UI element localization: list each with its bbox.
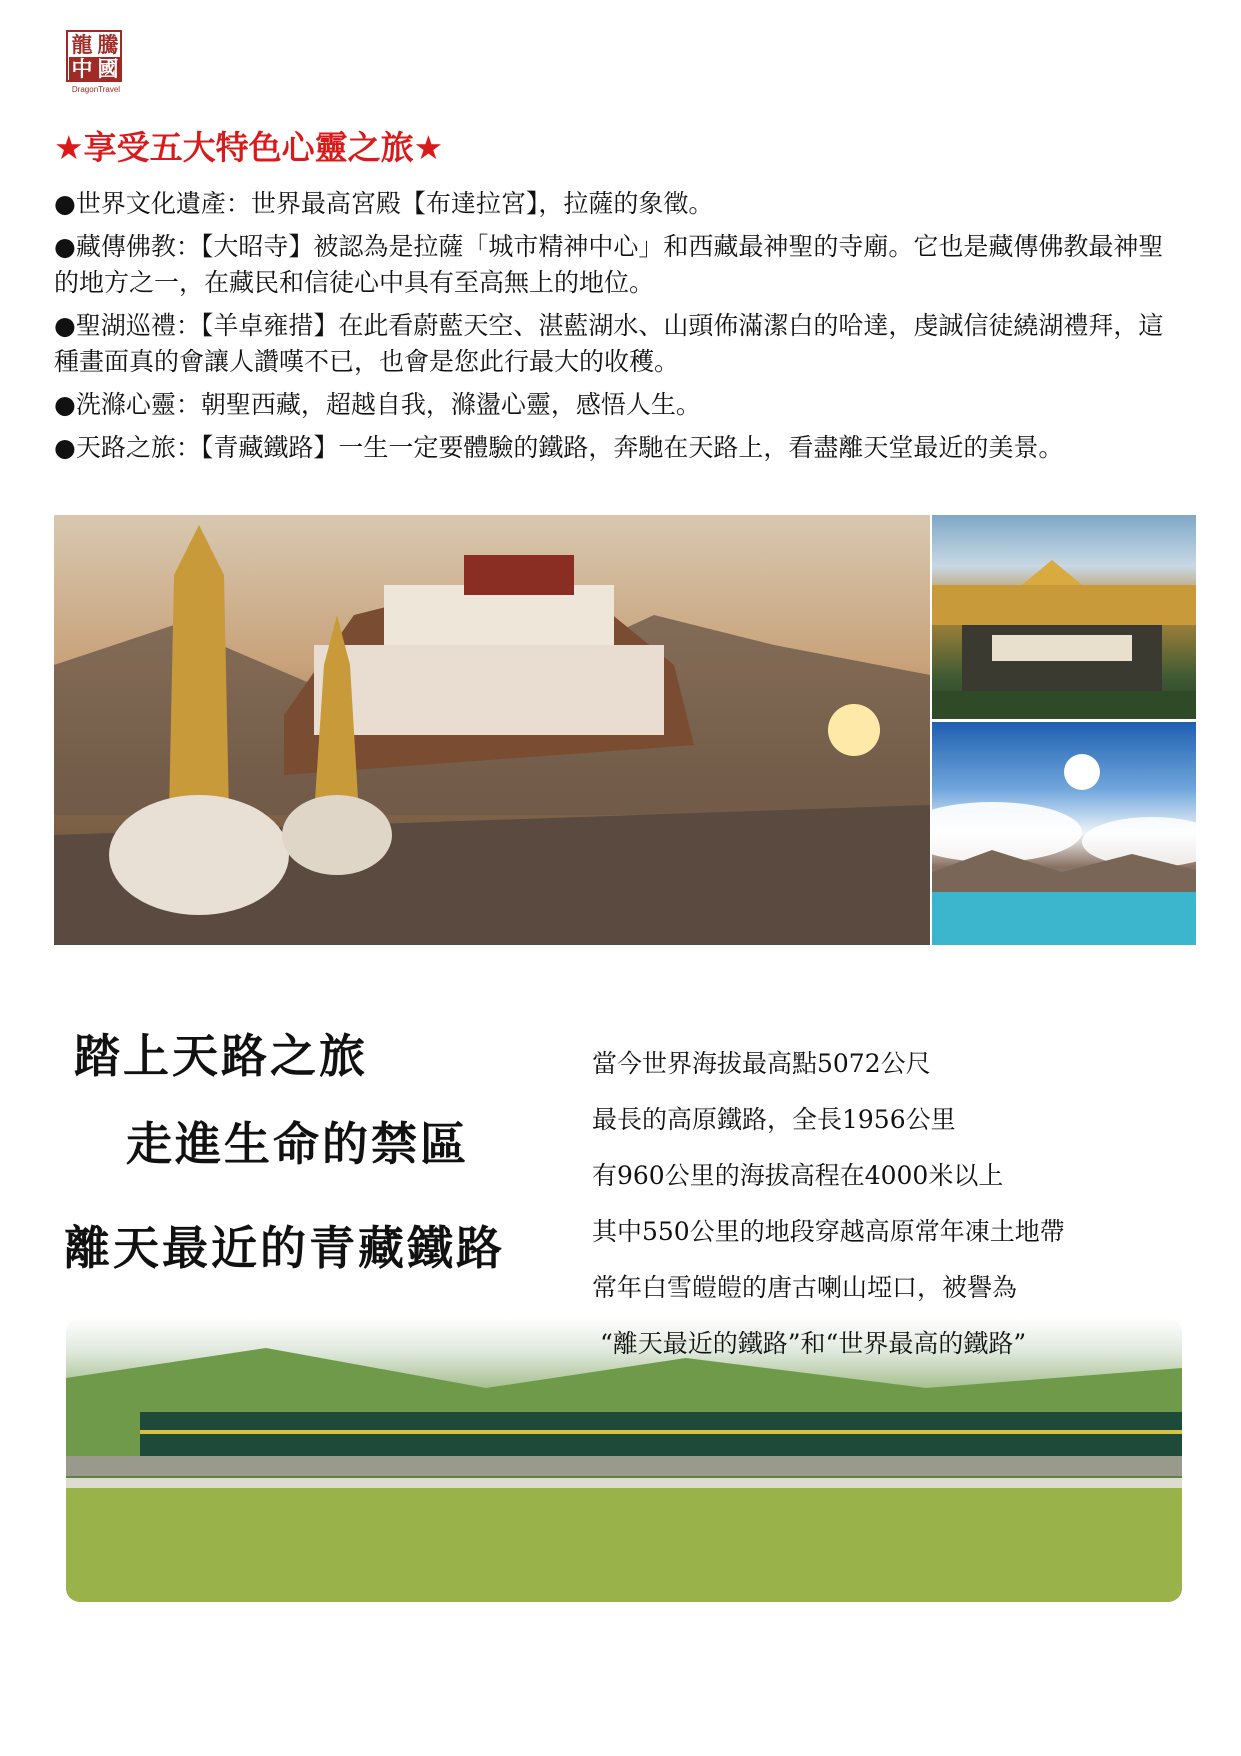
potala-illustration — [54, 515, 930, 945]
logo-seal — [66, 30, 122, 82]
jokhang-illustration — [932, 515, 1196, 719]
logo-char: 騰 — [97, 32, 119, 57]
logo-char: 國 — [95, 57, 121, 81]
fact-line: “離天最近的鐵路”和“世界最高的鐵路” — [600, 1329, 1027, 1358]
page-heading: ★享受五大特色心靈之旅★ — [54, 128, 444, 167]
fact-line: 其中550公里的地段穿越高原常年凍土地帶 — [592, 1217, 1065, 1246]
tagline: 走進生命的禁區 — [126, 1117, 469, 1171]
logo-subtitle: DragonTravel — [71, 85, 121, 94]
tagline: 踏上天路之旅 — [74, 1029, 368, 1083]
lake-illustration — [932, 722, 1196, 945]
feature-item: ●世界文化遺產：世界最高宮殿【布達拉宮】，拉薩的象徵。 — [54, 189, 714, 218]
feature-item: ●天路之旅：【青藏鐵路】一生一定要體驗的鐵路，奔馳在天路上，看盡離天堂最近的美景。 — [54, 433, 1064, 462]
feature-list — [54, 186, 1174, 473]
logo-char: 中 — [69, 57, 95, 81]
jokhang-temple-photo — [932, 515, 1196, 719]
dragon-travel-logo — [66, 30, 126, 102]
tagline: 離天最近的青藏鐵路 — [64, 1221, 505, 1275]
fact-line: 當今世界海拔最高點5072公尺 — [592, 1049, 931, 1078]
logo-char: 龍 — [71, 32, 93, 57]
feature-item: ●洗滌心靈：朝聖西藏，超越自我，滌盪心靈，感悟人生。 — [54, 390, 701, 419]
feature-item: ●聖湖巡禮：【羊卓雍措】在此看蔚藍天空、湛藍湖水、山頭佈滿潔白的哈達，虔誠信徒繞湖禮拜，這種畫面真的會讓人讚嘆不已，也會是您此行最大的收穫。 — [54, 311, 1164, 376]
fact-line: 常年白雪皚皚的唐古喇山埡口，被譽為 — [592, 1273, 1018, 1302]
potala-palace-photo — [54, 515, 930, 945]
railway-facts — [592, 1036, 1192, 1372]
yamdrok-lake-photo — [932, 722, 1196, 945]
feature-item: ●藏傳佛教：【大昭寺】被認為是拉薩「城市精神中心」和西藏最神聖的寺廟。它也是藏傳佛教最神聖的地方之一，在藏民和信徒心中具有至高無上的地位。 — [54, 232, 1164, 297]
fact-line: 有960公里的海拔高程在4000米以上 — [592, 1161, 1004, 1190]
fact-line: 最長的高原鐵路，全長1956公里 — [592, 1105, 956, 1134]
